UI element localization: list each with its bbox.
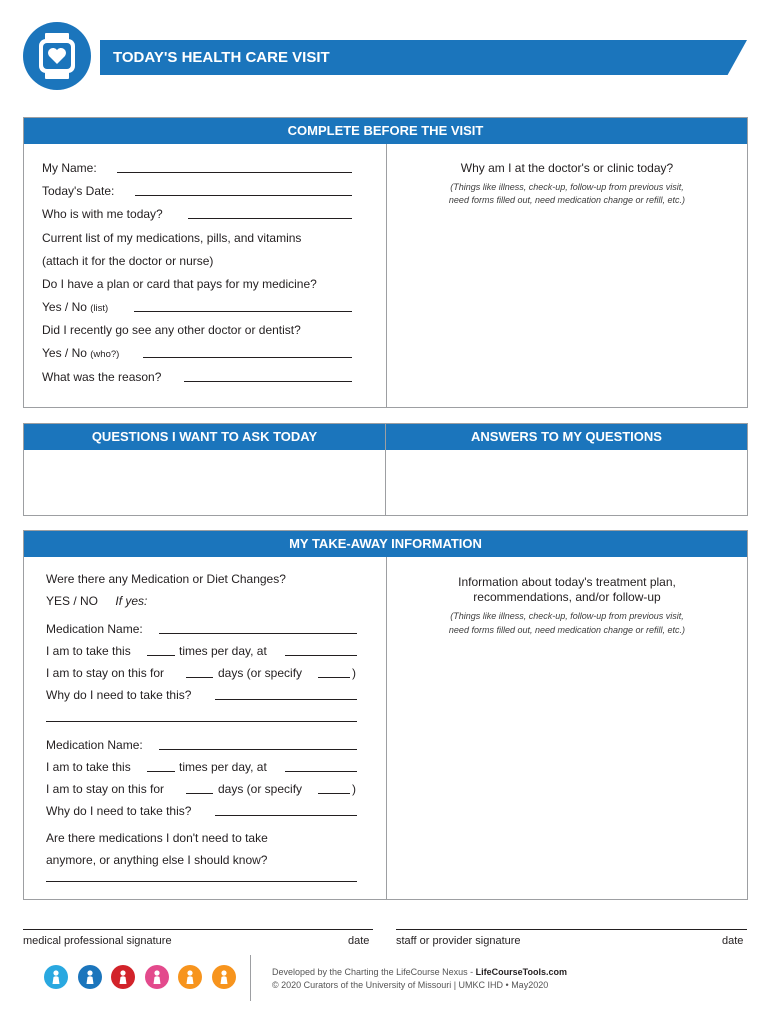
specify-input[interactable] (318, 793, 350, 794)
times-per-day-label: times per day, at (179, 644, 267, 658)
days-specify-label: days (or specify (218, 666, 303, 680)
todays-date-label: Today's Date: (42, 184, 115, 198)
couple-icon (212, 965, 236, 989)
plan-card-yes-no (42, 300, 108, 316)
why-take-label: Why do I need to take this? (46, 804, 192, 818)
family-icon (78, 965, 102, 989)
times-input[interactable] (147, 655, 175, 656)
recent-doctor-label: Did I recently go see any other doctor or dentist? (42, 323, 301, 337)
medications-attach-note: (attach it for the doctor or nurse) (42, 254, 214, 268)
my-name-label: My Name: (42, 161, 97, 175)
info-note-2: need forms filled out, need medication change or refill, etc.) (448, 625, 686, 635)
staff-date-label: date (722, 935, 744, 947)
no-longer-needed-label-1: Are there medications I don't need to take (46, 831, 268, 845)
med-diet-changes-label: Were there any Medication or Diet Changes? (46, 572, 286, 586)
medication-name-label: Medication Name: (46, 622, 143, 636)
reason-label: What was the reason? (42, 370, 162, 384)
stay-on-label: I am to stay on this for (46, 782, 165, 796)
who-hint: (who?) (90, 349, 120, 360)
plan-card-list-input[interactable] (134, 311, 352, 312)
specify-input[interactable] (318, 677, 350, 678)
days-input[interactable] (186, 793, 213, 794)
medications-list-label: Current list of my medications, pills, and vitamins (42, 231, 302, 245)
stay-on-label: I am to stay on this for (46, 666, 165, 680)
list-hint: (list) (90, 303, 109, 314)
takeaway-heading: MY TAKE-AWAY INFORMATION (24, 531, 747, 557)
info-title-1: Information about today's treatment plan, (458, 575, 676, 589)
why-take-input-continued[interactable] (46, 721, 357, 722)
why-take-input[interactable] (215, 815, 357, 816)
footer-divider (250, 955, 251, 1001)
time-at-input[interactable] (285, 655, 357, 656)
time-at-input[interactable] (285, 771, 357, 772)
staff-signature-line[interactable] (396, 929, 747, 930)
yes-no-text: Yes / No (42, 300, 87, 314)
lifecourse-link[interactable]: LifeCourseTools.com (475, 967, 567, 977)
footer-copyright: © 2020 Curators of the University of Missouri | UMKC IHD • May2020 (272, 980, 549, 990)
times-input[interactable] (147, 771, 175, 772)
why-here-note-2: need forms filled out, need medication change or refill, etc.) (448, 195, 686, 205)
why-here-note-1: (Things like illness, check-up, follow-up from previous visit, (450, 182, 684, 192)
plan-card-label: Do I have a plan or card that pays for my medicine? (42, 277, 317, 291)
take-this-label: I am to take this (46, 644, 131, 658)
if-yes-text: If yes: (115, 594, 148, 608)
medication-name-input[interactable] (159, 749, 357, 750)
smartwatch-heart-icon (23, 22, 91, 90)
no-longer-needed-input[interactable] (46, 881, 357, 882)
answers-section (385, 423, 748, 516)
times-per-day-label: times per day, at (179, 760, 267, 774)
close-paren: ) (352, 782, 356, 796)
answers-heading: ANSWERS TO MY QUESTIONS (386, 424, 747, 450)
reason-input[interactable] (184, 381, 352, 382)
why-here-heading: Why am I at the doctor's or clinic today? (460, 161, 674, 175)
person-icon-1 (44, 965, 68, 989)
people-icon (178, 965, 202, 989)
who-with-me-label: Who is with me today? (42, 207, 163, 221)
take-this-label: I am to take this (46, 760, 131, 774)
days-specify-label: days (or specify (218, 782, 303, 796)
medical-signature-label: medical professional signature (23, 935, 172, 947)
answers-writing-area[interactable] (386, 450, 747, 515)
questions-section (23, 423, 386, 516)
days-input[interactable] (186, 677, 213, 678)
medical-signature-line[interactable] (23, 929, 373, 930)
why-take-input[interactable] (215, 699, 357, 700)
before-visit-heading: COMPLETE BEFORE THE VISIT (24, 118, 747, 144)
yes-no-text: YES / NO (46, 594, 99, 608)
info-note-1: (Things like illness, check-up, follow-up from previous visit, (450, 611, 684, 621)
yes-no-line (46, 594, 147, 608)
no-longer-needed-label-2: anymore, or anything else I should know? (46, 853, 268, 867)
footer-credit (272, 966, 567, 979)
logo-badge (23, 22, 91, 90)
page-title: TODAY'S HEALTH CARE VISIT (113, 49, 330, 66)
staff-signature-label: staff or provider signature (396, 935, 521, 947)
footer-credit-prefix: Developed by the Charting the LifeCourse Nexus - (272, 967, 476, 977)
my-name-input[interactable] (117, 172, 352, 173)
person-icon-2 (111, 965, 135, 989)
todays-date-input[interactable] (135, 195, 352, 196)
recent-doctor-yes-no (42, 346, 119, 362)
questions-heading: QUESTIONS I WANT TO ASK TODAY (24, 424, 385, 450)
recent-doctor-who-input[interactable] (143, 357, 352, 358)
medication-name-label: Medication Name: (46, 738, 143, 752)
group-icon (145, 965, 169, 989)
who-with-me-input[interactable] (188, 218, 352, 219)
yes-no-text: Yes / No (42, 346, 87, 360)
medication-name-input[interactable] (159, 633, 357, 634)
questions-writing-area[interactable] (24, 450, 385, 515)
close-paren: ) (352, 666, 356, 680)
info-title-2: recommendations, and/or follow-up (473, 590, 661, 604)
medical-date-label: date (348, 935, 370, 947)
why-take-label: Why do I need to take this? (46, 688, 192, 702)
